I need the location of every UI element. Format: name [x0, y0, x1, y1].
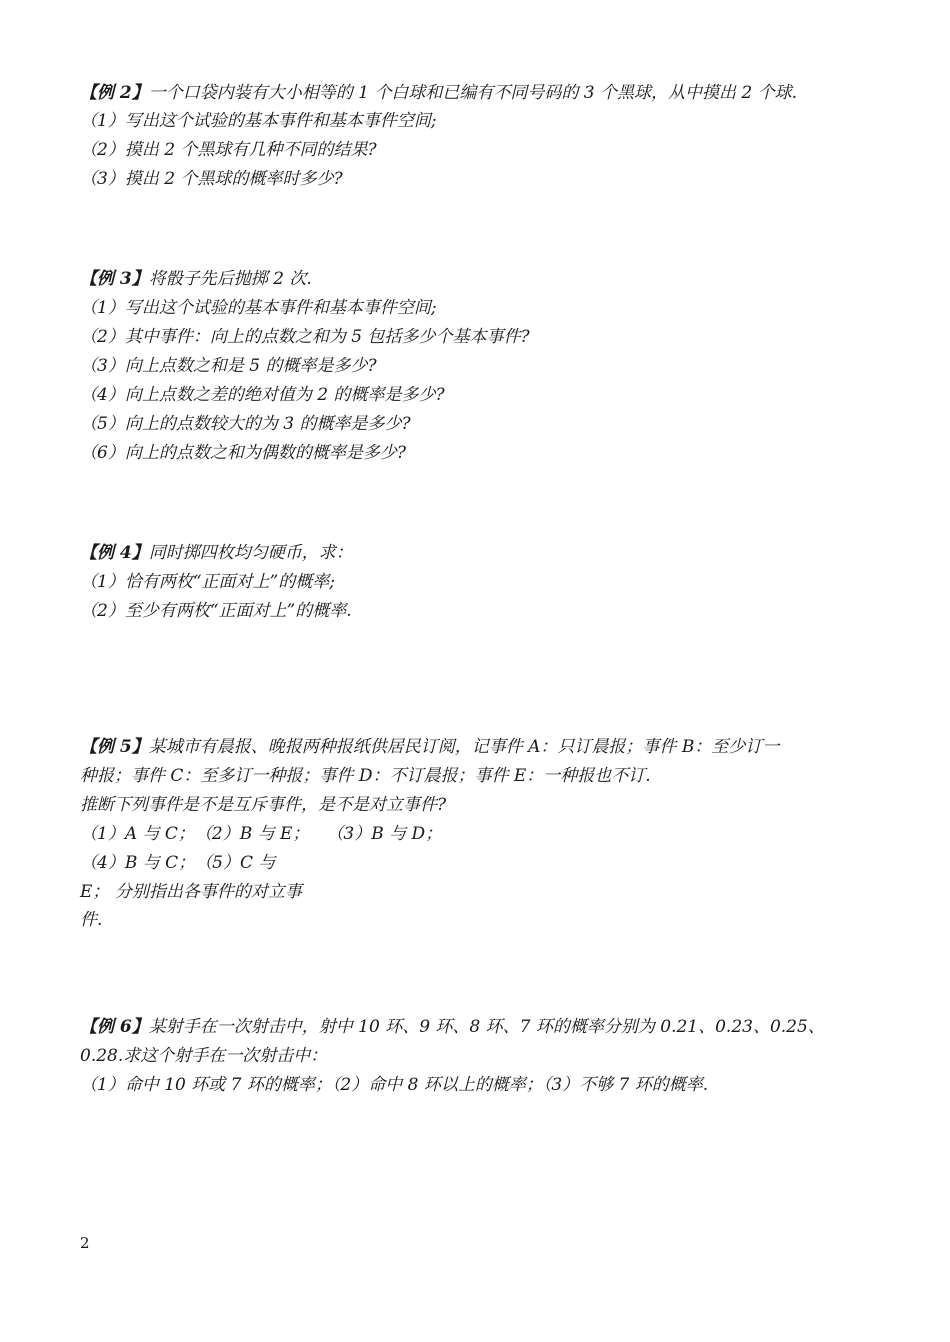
- problem-label: 【例 3】: [80, 269, 149, 289]
- problem-5-part-4: E； 分别指出各事件的对立事: [80, 882, 302, 902]
- problem-5-part-5: 件.: [80, 910, 103, 930]
- problem-5-stem-cont: 种报；事件 C：至多订一种报；事件 D：不订晨报；事件 E：一种报也不订.: [80, 766, 651, 786]
- problem-3-part-4: （4）向上点数之差的绝对值为 2 的概率是多少?: [80, 385, 445, 405]
- problem-4-part-2: （2）至少有两枚“正面对上”的概率.: [80, 601, 352, 621]
- problem-2-part-1: （1）写出这个试验的基本事件和基本事件空间;: [80, 111, 437, 131]
- problem-5-stem: 【例 5】某城市有晨报、晚报两种报纸供居民订阅，记事件 A：只订晨报；事件 B：至少订一: [80, 737, 780, 757]
- problem-3-part-2: （2）其中事件：向上的点数之和为 5 包括多少个基本事件?: [80, 327, 530, 347]
- problem-6-stem-cont: 0.28.求这个射手在一次射击中：: [80, 1046, 328, 1066]
- problem-label: 【例 2】: [80, 83, 149, 103]
- problem-2-part-2: （2）摸出 2 个黑球有几种不同的结果?: [80, 140, 377, 160]
- problem-5-part-1: 推断下列事件是不是互斥事件，是不是对立事件?: [80, 795, 447, 815]
- page-number: 2: [80, 1234, 90, 1252]
- problem-3-part-5: （5）向上的点数较大的为 3 的概率是多少?: [80, 414, 411, 434]
- problem-2-part-3: （3）摸出 2 个黑球的概率时多少?: [80, 169, 343, 189]
- problem-2-stem: 【例 2】一个口袋内装有大小相等的 1 个白球和已编有不同号码的 3 个黑球，从中摸出 2 个球.: [80, 83, 798, 103]
- problem-label: 【例 4】: [80, 543, 149, 563]
- problem-6-part-1: （1）命中 10 环或 7 环的概率；（2）命中 8 环以上的概率；（3）不够 7 环的概率.: [80, 1075, 709, 1095]
- problem-5-part-2: （1）A 与 C； （2）B 与 E； （3）B 与 D；: [80, 824, 443, 844]
- problem-label: 【例 5】: [80, 737, 149, 757]
- problem-4-part-1: （1）恰有两枚“正面对上”的概率;: [80, 572, 335, 592]
- problem-3-stem: 【例 3】将骰子先后抛掷 2 次.: [80, 269, 312, 289]
- problem-6-stem: 【例 6】某射手在一次射击中，射中 10 环、9 环、8 环、7 环的概率分别为 0.21、0.23、0.25、: [80, 1017, 825, 1037]
- problem-3-part-1: （1）写出这个试验的基本事件和基本事件空间;: [80, 298, 437, 318]
- problem-label: 【例 6】: [80, 1017, 149, 1037]
- problem-5-part-3: （4）B 与 C； （5）C 与: [80, 853, 276, 873]
- problem-4-stem: 【例 4】同时掷四枚均匀硬币，求：: [80, 543, 353, 563]
- problem-3-part-6: （6）向上的点数之和为偶数的概率是多少?: [80, 443, 406, 463]
- problem-3-part-3: （3）向上点数之和是 5 的概率是多少?: [80, 356, 377, 376]
